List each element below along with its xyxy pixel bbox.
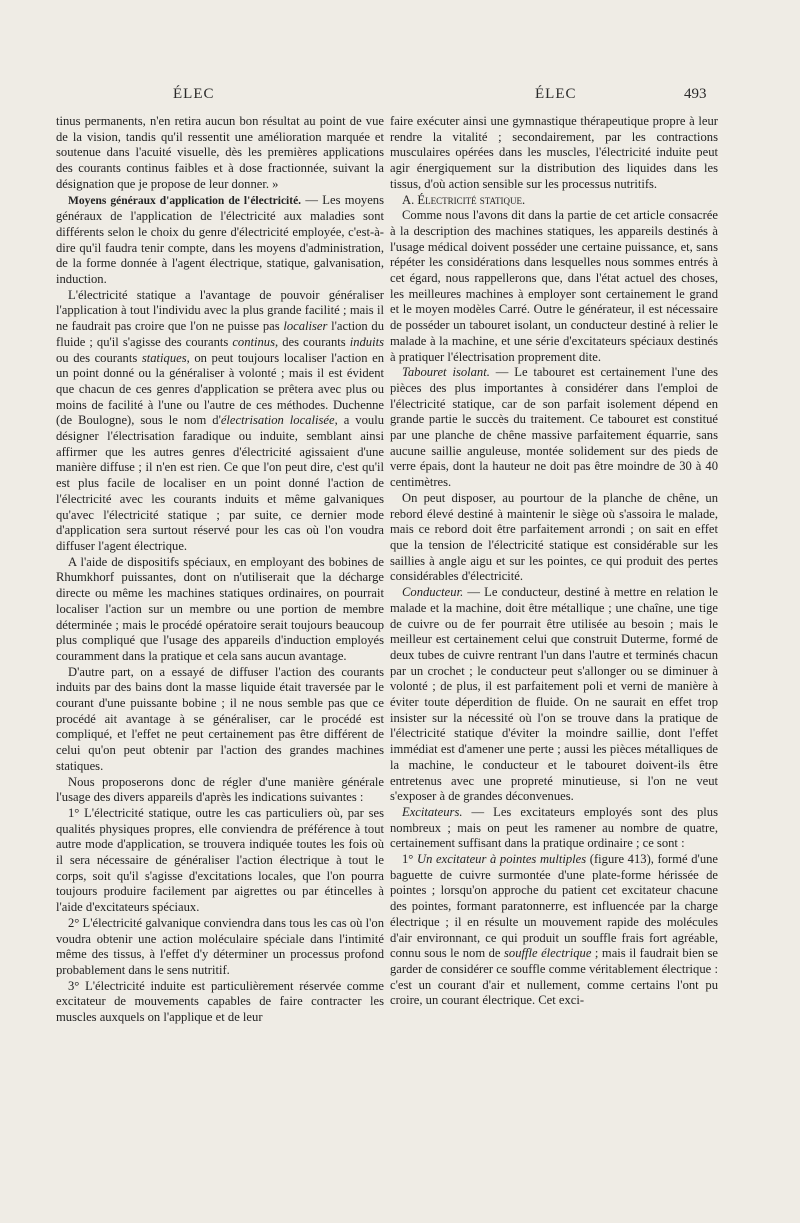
page-number: 493 xyxy=(684,86,707,102)
text-run: ou des courants xyxy=(56,350,142,365)
paragraph xyxy=(390,805,718,852)
paragraph xyxy=(390,365,718,491)
italic-term: électrisation localisée xyxy=(220,413,335,428)
text-run: — Le conducteur, destiné à mettre en relation le malade et la machine, doit être métallique ; une chaîne, une tige de cuivre ou de fer pourrait être utilisée au besoin ; mais le meilleur est certainement celui que construit Duterme, formé de deux tubes de cuivre rentrant l'un dans l'autre et terminés chacun par un crochet ; le conducteur peut s'allonger ou se diminuer à volonté ; de plus, il est parfaitement poli et verni de manière à éviter toute déperdition de fluide. On ne saurait en effet trop insister sur la nécessité où l'on se trouve dans la pratique de l'électricité statique d'éviter la moindre saillie, dont l'effet immédiat est d'amener une perte ; aussi les pièces métalliques de la machine, le conducteur et le tabouret doivent-ils être entretenus avec une propreté minutieuse, si l'on ne veut s'exposer à de grandes déconvenues. xyxy=(390,585,718,804)
paragraph xyxy=(56,193,384,288)
paragraph: D'autre part, on a essayé de diffuser l'action des courants induits par des bains dont la masse liquide était traversée par le courant d'une puissante bobine ; il ne nous semble pas que ce procédé ait avantage à se généraliser, car le procédé est compliqué, et l'effet ne peut certainement pas être différent de celui qu'on peut obtenir par l'action des grandes machines statiques. xyxy=(56,664,384,773)
paragraph xyxy=(56,288,384,555)
italic-term: Un excitateur à pointes multiples xyxy=(416,852,587,867)
italic-term: statiques xyxy=(141,350,187,365)
paragraph: tinus permanents, n'en retira aucun bon résultat au point de vue de la vision, tandis qu'il ressentit une amélioration marquée et soutenue dans l'acuité visuelle, dès les premières applications des courants continus faibles et à dose fractionnée, suivant la désignation que je propose de leur donner. » xyxy=(56,114,384,191)
paragraph: Comme nous l'avons dit dans la partie de cet article consacrée à la description des machines statiques, les appareils destinés à l'usage médical doivent posséder une certaine puissance, et, sans répéter les considérations dans lesquelles nous sommes entrés à cet égard, nous rappellerons que, dans l'état actuel des choses, les meilleures machines à employer sont certainement le grand et le moyen modèles Carré. Outre le générateur, il est nécessaire de posséder un tabouret isolant, un conducteur destiné à relier le malade à la machine, et une série d'excitateurs spéciaux destinés à pratiquer l'électrisation proprement dite. xyxy=(390,208,718,364)
paragraph: 2° L'électricité galvanique conviendra dans tous les cas où l'on voudra obtenir une action moléculaire spéciale dans l'intimité même des tissus, à l'effet d'y déterminer un processus profond probablement dans le sens nutritif. xyxy=(56,915,384,977)
text-run: — Les excitateurs employés sont des plus nombreux ; mais on peut les ramener au nombre de quatre, certainement suffisant dans la pratique ordinaire ; ce sont : xyxy=(390,804,718,851)
text-run: , a voulu désigner l'électrisation faradique ou induite, semblant ainsi affirmer que les autres genres d'électricité agissaient d'une manière diffuse ; il n'en est rien. Ce que l'on peut dire, c'est qu'il est plus facile de localiser en un point donné l'action de l'électricité avec les courants induits et même galvaniques qu'avec l'électricité statique ; par suite, ce dernier mode d'application sera surtout réservé pour les cas où l'on voudra diffuser l'agent électrique. xyxy=(56,413,384,553)
text-run: — Le tabouret est certainement l'une des pièces des plus importantes à considérer dans l'emploi de l'électricité statique, car de son parfait isolement dépend en grande partie le succès du traitement. Ce tabouret est constitué par une planche de chêne massive parfaitement équarrie, sans aucune saillie anguleuse, montée solidement sur des pieds de verre épais, dont la hauteur ne doit pas être moindre de 30 à 40 centimètres. xyxy=(390,365,718,490)
paragraph: A l'aide de dispositifs spéciaux, en employant des bobines de Rhumkhorf puissantes, dont on n'utiliserait que la décharge directe ou même les machines statiques ordinaires, on pourrait localiser l'action sur un membre ou une portion de membre déterminée ; mais le procédé opératoire serait toujours beaucoup plus compliqué que l'usage des appareils d'induction employés couramment dans la pratique et cela sans aucun avantage. xyxy=(56,554,384,663)
paragraph xyxy=(390,585,718,805)
subsection-heading xyxy=(390,193,718,209)
paragraph xyxy=(390,852,718,1009)
text-run: (figure 413), formé d'une baguette de cuivre surmontée d'une plate-forme hérissée de pointes ; lorsqu'on approche du patient cet excitateur chacune des pointes, formant paratonnerre, est influencée par la charge électrique ; il en résulte un mouvement rapide des molécules d'air environnant, ce qui produit un souffle frais fort agréable, connu sous le nom de xyxy=(390,852,719,961)
text-run: L'électricité statique a l'avantage de pouvoir généraliser l'application à tout l'individu avec la plus grande facilité ; mais il ne faudrait pas croire que l'on ne puisse pas xyxy=(56,287,384,334)
header-left-title: ÉLEC xyxy=(173,86,215,102)
text-run: l'action du fluide ; qu'il s'agisse des courants xyxy=(56,319,384,349)
paragraph: 1° L'électricité statique, outre les cas particuliers où, par ses qualités physiques propres, elle conviendra de préférence à tout autre mode d'application, se trouvera indiquée toutes les fois où il sera nécessaire de généraliser l'action électrique à tout le corps, soit qu'il s'agisse d'excitations locales, que l'on pourra toujours produire facilement par aigrettes ou par étincelles à l'aide d'excitateurs spéciaux. xyxy=(56,805,384,915)
italic-term: localiser xyxy=(283,319,328,334)
italic-term: souffle électrique xyxy=(504,946,592,961)
italic-term: induits xyxy=(349,334,385,349)
paragraph: 3° L'électricité induite est particulièrement réservée comme excitateur de mouvements capables de faire contracter les muscles auxquels on l'applique et de leur xyxy=(56,978,384,1025)
paragraph: Nous proposerons donc de régler d'une manière générale l'usage des divers appareils d'après les indications suivantes : xyxy=(56,774,384,805)
italic-term: Conducteur. xyxy=(402,585,464,600)
section-heading: Moyens généraux d'application de l'électricité. xyxy=(68,194,302,207)
text-run: , on peut toujours localiser l'action en un point donné ou la généraliser à volonté ; mais il est évident que chacun de ces genres d'application se prêtera avec plus ou moins de facilité à l'une ou l'autre de ces méthodes. Duchenne (de Boulogne), sous le nom d' xyxy=(56,350,384,428)
paragraph: faire exécuter ainsi une gymnastique thérapeutique propre à leur rendre la vitalité ; secondairement, par les contractions musculaires opérées dans les muscles, l'électricité induite peut agir énergiquement sur la distribution des liquides dans les tissus, d'où action sensible sur les processus nutritifs. xyxy=(390,114,718,191)
right-column xyxy=(390,114,718,1009)
text-run: ; mais il faudrait bien se garder de considérer ce souffle comme véritablement électrique : c'est un courant d'air et nullement, comme certains l'ont pu croire, un courant électrique. Cet exci- xyxy=(390,946,718,1008)
subsection-title: Électricité statique. xyxy=(417,192,526,207)
italic-term: Tabouret isolant. xyxy=(402,365,490,380)
italic-term: continus xyxy=(232,334,276,349)
italic-term: Excitateurs. xyxy=(402,804,463,819)
left-column xyxy=(56,114,384,1026)
paragraph: On peut disposer, au pourtour de la planche de chêne, un rebord élevé destiné à maintenir le siège où s'assoira le malade, mais ce rebord doit être parfaitement arrondi ; on sait en effet que la tension de l'électricité statique est considérable sur les saillies à angle aigu et sur les pointes, ce qui produit des pertes considérables d'électricité. xyxy=(390,490,718,584)
paragraph-text: — Les moyens généraux de l'application de l'électricité aux maladies sont différents selon le choix du genre d'électricité employée, c'est-à-dire qu'il faudra tenir compte, dans les moyens d'administration, de la forme donnée à l'agent électrique, statique, galvanisation, induction. xyxy=(56,192,384,287)
header-right-title: ÉLEC xyxy=(535,86,577,102)
running-header xyxy=(0,86,800,108)
text-run: 1° xyxy=(402,852,417,867)
text-run: , des courants xyxy=(275,334,350,349)
text-run: A. xyxy=(402,192,418,207)
